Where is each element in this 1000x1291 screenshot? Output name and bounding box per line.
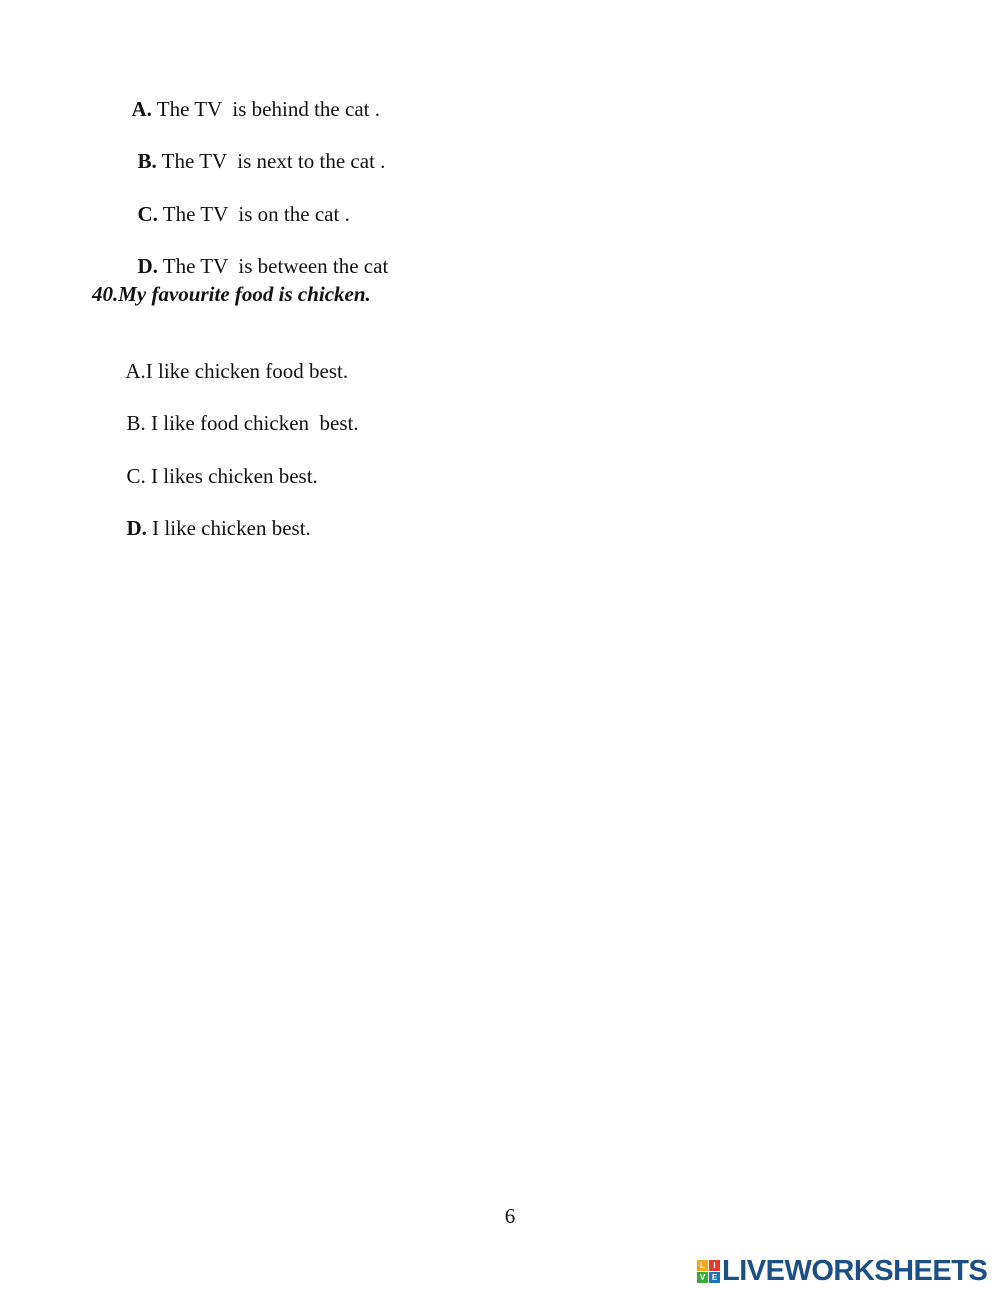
logo-letter-v: V [697,1272,708,1283]
option-text: B. I like food chicken best. [126,411,359,435]
page-number: 6 [504,1204,516,1228]
option-c-q39 [127,175,350,227]
logo-letter-e: E [709,1272,720,1283]
liveworksheets-logo [697,1256,987,1286]
option-c-q40 [116,437,318,489]
option-text: The TV is on the cat . [157,202,350,226]
option-b-q40 [116,384,359,436]
logo-letter-l: L [697,1260,708,1271]
option-text: A.I like chicken food best. [125,359,349,383]
option-d-q39 [127,227,388,279]
option-b-q39 [127,122,385,174]
brand-name: LIVEWORKSHEETS [722,1255,988,1287]
option-text: The TV is between the cat [157,254,389,278]
option-letter: C. [137,202,158,226]
logo-letter-i: I [709,1260,720,1271]
option-a-q40 [116,332,348,384]
option-text: The TV is behind the cat . [151,97,380,121]
question-40: 40.My favourite food is chicken. [92,282,371,306]
option-text: The TV is next to the cat . [156,149,386,173]
option-letter: A. [131,97,152,121]
option-d-q40 [116,489,311,541]
option-text: C. I likes chicken best. [126,464,318,488]
live-grid-icon [697,1260,720,1283]
option-letter: D. [126,516,147,540]
option-text: I like chicken best. [146,516,311,540]
option-a-q39 [121,70,380,122]
option-letter: D. [137,254,158,278]
option-letter: B. [137,149,157,173]
